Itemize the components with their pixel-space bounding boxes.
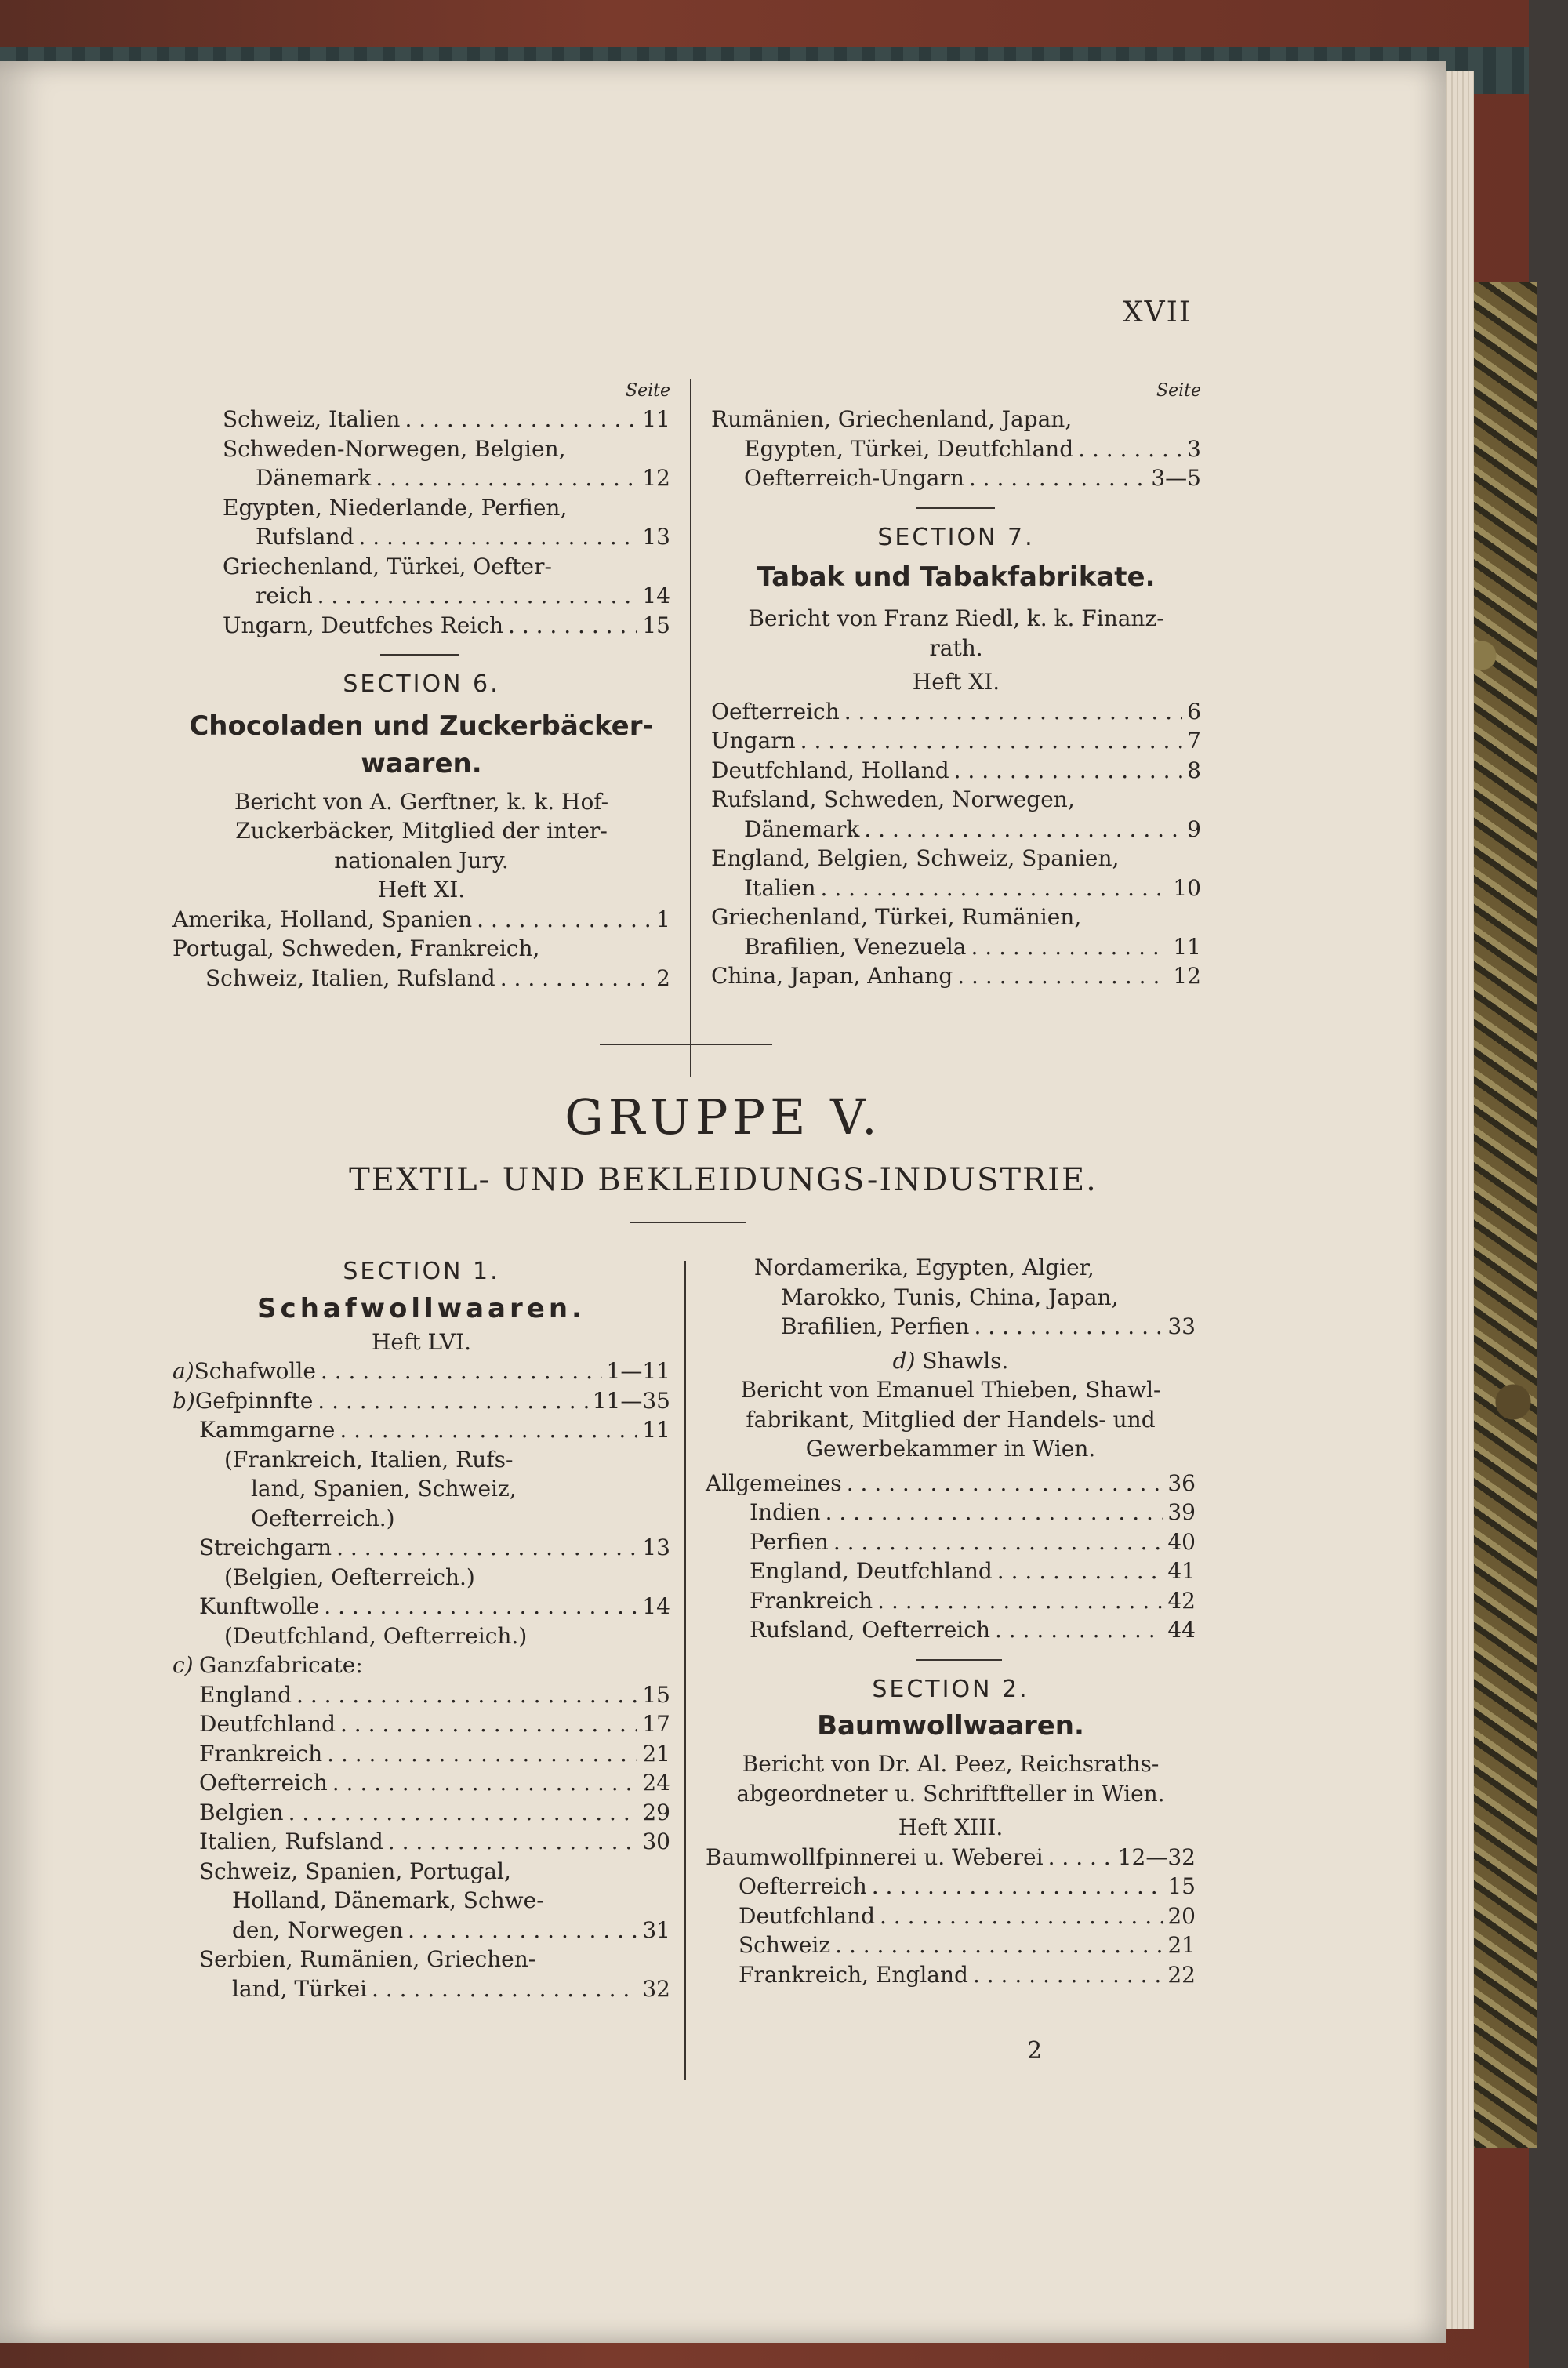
book-page: [0, 61, 1446, 2343]
divider: [916, 1659, 1002, 1661]
toc-entry: [706, 1930, 1196, 1960]
entry-text-cont: land, Türkei: [232, 1975, 367, 2002]
entry-text: Portugal, Schweden, Frankreich,: [172, 935, 540, 961]
entry-note: [172, 1445, 670, 1534]
entry-text: Egypten, Niederlande, Perfien,: [223, 494, 568, 521]
entry-text: Schweiz, Spanien, Portugal,: [199, 1858, 511, 1884]
entry-text: Oefterreich: [711, 698, 840, 725]
toc-entry: [172, 1857, 670, 1945]
toc-entry: [172, 1739, 670, 1769]
entry-text: England: [199, 1681, 292, 1708]
report-author: Bericht von Dr. Al. Peez, Reichsraths-: [742, 1751, 1160, 1777]
toc-entry: [706, 1872, 1196, 1901]
entry-text: Gefpinnfte: [194, 1387, 314, 1414]
toc-entry: [172, 905, 670, 935]
toc-entry: [172, 1386, 670, 1416]
top-left-column: [172, 383, 670, 993]
toc-entry: [706, 1469, 1196, 1498]
section-title: Tabak und Tabakfabrikate.: [757, 561, 1156, 593]
heft-label: Heft XI.: [377, 877, 466, 903]
entry-page: 32: [642, 1975, 670, 2002]
toc-entry: [172, 405, 670, 434]
entry-text-cont: Egypten, Türkei, Deutfchland: [744, 435, 1074, 462]
entry-text: England, Deutfchland: [750, 1558, 993, 1584]
bottom-left-column: [172, 1249, 670, 2003]
section-title: Baumwollwaaren.: [817, 1710, 1084, 1741]
toc-entry: [172, 1415, 670, 1445]
toc-entry: [706, 1615, 1196, 1645]
toc-entry: [172, 934, 670, 993]
entry-page: 11: [642, 406, 670, 432]
entry-text: Kammgarne: [199, 1417, 336, 1443]
report-author-cont: abgeordneter u. Schriftfteller in Wien.: [736, 1780, 1165, 1807]
group-subtitle: TEXTIL- UND BEKLEIDUNGS-INDUSTRIE.: [349, 1162, 1098, 1198]
entry-page: 41: [1167, 1558, 1196, 1584]
entry-text: Ungarn, Deutfches Reich: [223, 612, 504, 638]
toc-entry: [711, 756, 1201, 786]
entry-page: 39: [1167, 1499, 1196, 1525]
group-rule-bottom: [630, 1222, 746, 1223]
entry-page: 1: [656, 906, 670, 932]
toc-entry: [706, 1556, 1196, 1586]
entry-text: Schweden-Norwegen, Belgien,: [223, 435, 566, 462]
entry-text: Rumänien, Griechenland, Japan,: [711, 406, 1073, 432]
seite-label: Seite: [626, 381, 670, 401]
entry-page: 44: [1167, 1617, 1196, 1643]
toc-entry: [711, 785, 1201, 844]
entry-page: 22: [1167, 1961, 1196, 1988]
entry-text: Frankreich: [750, 1587, 873, 1614]
entry-page: 3: [1187, 435, 1201, 462]
entry-text: Deutfchland, Holland: [711, 757, 949, 783]
heft-label: Heft LVI.: [372, 1328, 471, 1355]
toc-entry: [172, 552, 670, 611]
entry-page: 12: [1173, 963, 1201, 989]
toc-entry: [172, 1651, 670, 1680]
entry-note: (Belgien, Oefterreich.): [224, 1564, 475, 1590]
entry-text: Schweiz: [739, 1932, 831, 1958]
toc-entry: [711, 844, 1201, 903]
item-marker: d): [892, 1347, 916, 1374]
entry-page: 7: [1187, 728, 1201, 754]
entry-page: 1—11: [606, 1358, 670, 1384]
entry-page: 10: [1173, 874, 1201, 901]
entry-text-cont: Nordamerika, Egypten, Algier,: [754, 1255, 1094, 1280]
entry-text: Oefterreich-Ungarn: [744, 465, 964, 491]
entry-page: 40: [1167, 1528, 1196, 1555]
toc-entry: [172, 1592, 670, 1622]
report-author: Bericht von A. Gerftner, k. k. Hof-: [234, 788, 609, 815]
entry-text: Rufsland, Schweden, Norwegen,: [711, 786, 1075, 812]
entry-text-cont: Rufsland: [256, 524, 354, 550]
page-number: XVII: [1123, 296, 1192, 329]
toc-entry: [172, 1709, 670, 1739]
entry-note: (Deutfchland, Oefterreich.): [224, 1622, 528, 1649]
entry-text-cont: Dänemark: [256, 465, 372, 491]
entry-page: 15: [1167, 1873, 1196, 1899]
entry-text: Deutfchland: [199, 1711, 336, 1737]
entry-page: 13: [642, 1534, 670, 1560]
toc-entry: [706, 1312, 1196, 1342]
entry-page: 6: [1187, 698, 1201, 725]
entry-text: Oefterreich: [739, 1873, 867, 1899]
subsection-title: Shawls.: [922, 1347, 1009, 1374]
entry-text: Kunftwolle: [199, 1593, 320, 1619]
note-text-cont: land, Spanien, Schweiz,: [251, 1476, 517, 1502]
entry-text: Allgemeines: [706, 1469, 842, 1496]
entry-page: 21: [1167, 1932, 1196, 1958]
toc-entry: [172, 493, 670, 552]
note-text-cont: Oefterreich.): [251, 1505, 395, 1531]
entry-text: Italien, Rufsland: [199, 1829, 383, 1854]
toc-entry: [172, 1945, 670, 2003]
subsection-heading: [706, 1346, 1196, 1376]
entry-text: Rufsland, Oefterreich: [750, 1617, 990, 1643]
entry-page: 30: [642, 1829, 670, 1854]
entry-text: China, Japan, Anhang: [711, 963, 953, 989]
entry-page: 24: [642, 1770, 670, 1796]
entry-text: Griechenland, Türkei, Rumänien,: [711, 904, 1082, 930]
entry-text: Streichgarn: [199, 1534, 332, 1560]
signature-mark: 2: [1027, 2037, 1043, 2065]
entry-page: 15: [642, 1681, 670, 1708]
section-label: SECTION 2.: [872, 1675, 1029, 1703]
entry-page: 11—35: [592, 1387, 670, 1414]
entry-page: 12: [642, 465, 670, 491]
report-author: Bericht von Franz Riedl, k. k. Finanz-: [748, 605, 1164, 631]
group-rule-top: [600, 1044, 772, 1045]
report-author: Bericht von Emanuel Thieben, Shawl-: [740, 1377, 1161, 1403]
toc-entry: [172, 1827, 670, 1857]
entry-text-cont: Brafilien, Venezuela: [744, 933, 967, 960]
entry-page: 13: [642, 524, 670, 550]
entry-text-cont: Dänemark: [744, 815, 860, 842]
entry-page: 31: [642, 1916, 670, 1943]
toc-entry: [711, 463, 1201, 493]
toc-entry: [711, 903, 1201, 961]
entry-text: Amerika, Holland, Spanien: [172, 906, 473, 932]
toc-entry: [172, 1357, 670, 1386]
entry-page: 29: [642, 1799, 670, 1825]
entry-page: 11: [642, 1417, 670, 1443]
report-author-cont: nationalen Jury.: [334, 847, 509, 873]
section-title: Chocoladen und Zuckerbäcker-: [189, 710, 654, 742]
entry-page: 33: [1167, 1313, 1196, 1339]
column-divider: [684, 1261, 686, 2080]
entry-text-cont: reich: [256, 583, 313, 608]
entry-text-cont: Marokko, Tunis, China, Japan,: [781, 1284, 1119, 1310]
column-divider: [690, 379, 691, 1077]
entry-page: 9: [1187, 815, 1201, 842]
section-label: SECTION 1.: [343, 1258, 500, 1285]
toc-entry: [711, 726, 1201, 756]
entry-text-cont: Holland, Dänemark, Schwe-: [232, 1887, 544, 1913]
entry-text: Schweiz, Italien: [223, 406, 401, 432]
entry-page: 21: [642, 1740, 670, 1767]
entry-text-cont: den, Norwegen: [232, 1916, 404, 1943]
top-right-column: [711, 383, 1201, 991]
toc-entry: [706, 1960, 1196, 1990]
entry-page: 14: [642, 1593, 670, 1619]
entry-text: Schafwolle: [194, 1358, 316, 1384]
entry-text: Serbien, Rumänien, Griechen-: [199, 1946, 536, 1972]
entry-text: Brafilien, Perfien: [781, 1313, 970, 1339]
note-text: (Frankreich, Italien, Rufs-: [224, 1446, 514, 1473]
toc-entry: [711, 697, 1201, 727]
item-marker: c): [172, 1652, 194, 1678]
heft-label: Heft XIII.: [898, 1814, 1004, 1840]
entry-text: Griechenland, Türkei, Oefter-: [223, 553, 552, 579]
toc-entry: [172, 611, 670, 641]
entry-text: Deutfchland: [739, 1902, 875, 1929]
toc-entry: [711, 961, 1201, 991]
item-marker: b): [172, 1387, 195, 1414]
toc-entry: [706, 1527, 1196, 1557]
section-title: Schafwollwaaren.: [257, 1292, 586, 1324]
toc-entry: [706, 1498, 1196, 1527]
toc-entry: [172, 1533, 670, 1563]
entry-page: 12—32: [1117, 1843, 1196, 1870]
section-title-cont: waaren.: [361, 747, 482, 779]
toc-entry: [172, 434, 670, 493]
report-author-cont: Gewerbekammer in Wien.: [805, 1436, 1096, 1462]
entry-page: 17: [642, 1711, 670, 1737]
report-author-cont: Zuckerbäcker, Mitglied der inter-: [235, 818, 608, 844]
group-title: GRUPPE V.: [564, 1088, 882, 1146]
toc-entry: [172, 1798, 670, 1828]
toc-entry: [706, 1901, 1196, 1931]
entry-page: 8: [1187, 757, 1201, 783]
report-author-cont: fabrikant, Mitglied der Handels- und: [746, 1406, 1156, 1433]
entry-page: 11: [1173, 933, 1201, 960]
entry-text-cont: Italien: [744, 874, 816, 901]
item-marker: a): [172, 1358, 194, 1384]
entry-text: Oefterreich: [199, 1770, 328, 1796]
toc-entry: [172, 1768, 670, 1798]
entry-text: Ungarn: [711, 728, 796, 754]
toc-entry: [706, 1843, 1196, 1872]
section-label: SECTION 6.: [343, 670, 500, 698]
section-label: SECTION 7.: [877, 523, 1035, 551]
divider: [916, 507, 995, 509]
entry-page: 3—5: [1151, 465, 1201, 491]
heft-label: Heft XI.: [912, 669, 1000, 695]
divider: [380, 654, 459, 656]
entry-page: 20: [1167, 1902, 1196, 1929]
entry-page: 2: [656, 964, 670, 991]
entry-text-cont: Schweiz, Italien, Rufsland: [205, 964, 495, 991]
entry-text: Baumwollfpinnerei u. Weberei: [706, 1843, 1044, 1870]
entry-text: Perfien: [750, 1528, 829, 1555]
seite-label: Seite: [1156, 381, 1201, 401]
report-author-cont: rath.: [929, 634, 983, 661]
entry-page: 42: [1167, 1587, 1196, 1614]
entry-text: England, Belgien, Schweiz, Spanien,: [711, 845, 1120, 871]
entry-text: Indien: [750, 1499, 821, 1525]
toc-entry: [172, 1680, 670, 1710]
entry-text: Frankreich, England: [739, 1961, 968, 1988]
entry-page: 36: [1167, 1469, 1196, 1496]
bottom-right-column: [706, 1253, 1196, 1989]
toc-entry: [711, 405, 1201, 463]
entry-page: 15: [642, 612, 670, 638]
entry-text: Belgien: [199, 1799, 284, 1825]
entry-text: Ganzfabricate:: [199, 1652, 363, 1678]
entry-text: Frankreich: [199, 1740, 323, 1767]
toc-entry: [706, 1586, 1196, 1616]
entry-page: 14: [642, 583, 670, 608]
